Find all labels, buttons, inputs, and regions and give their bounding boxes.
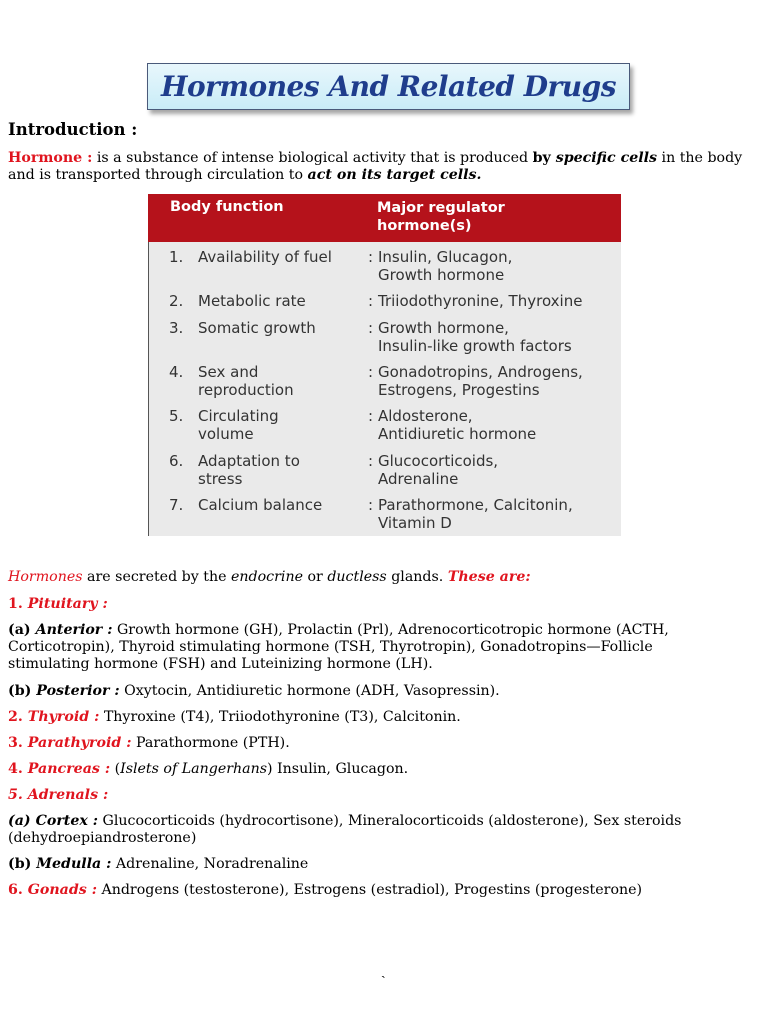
row-colon: : (368, 248, 374, 266)
definition-text-2: in the body (657, 150, 743, 166)
row-hormones (378, 292, 582, 310)
parathyroid-paragraph (8, 735, 763, 752)
ductless-word: ductless (327, 569, 387, 585)
hormone-label: Hormone : (8, 150, 93, 166)
medulla-paragraph (8, 856, 763, 873)
row-hormones (378, 363, 583, 399)
hormone-line-2: Growth hormone (378, 266, 505, 284)
anterior-prefix: (a) (8, 622, 36, 638)
endocrine-word: endocrine (231, 569, 303, 585)
function-line-1: Somatic growth (198, 319, 316, 337)
function-line-2: volume (198, 425, 254, 443)
row-number: 3. (169, 319, 184, 337)
row-function (198, 319, 316, 337)
hormone-line-1: Parathormone, Calcitonin, (378, 496, 573, 514)
hormone-line-1: Aldosterone, (378, 407, 473, 425)
header-regulator-line-1: Major regulator (377, 200, 505, 216)
row-number: 6. (169, 452, 184, 470)
adrenals-label: 5. Adrenals : (8, 787, 109, 803)
function-line-1: Availability of fuel (198, 248, 332, 266)
parathyroid-number: 3. (8, 735, 28, 751)
hormone-line-2: Insulin-like growth factors (378, 337, 572, 355)
target-cells: act on its target cells. (307, 167, 482, 183)
function-line-1: Sex and (198, 363, 259, 381)
thyroid-number: 2. (8, 709, 28, 725)
cortex-text-1: Glucocorticoids (hydrocortisone), Mineralocorticoids (aldosterone), Sex steroids (98, 813, 682, 829)
title-box (147, 63, 630, 110)
table-body (148, 242, 621, 536)
anterior-label: Anterior : (35, 622, 113, 638)
function-line-1: Circulating (198, 407, 279, 425)
row-colon: : (368, 452, 374, 470)
pituitary-heading (8, 596, 763, 613)
gonads-paragraph (8, 882, 763, 899)
parathyroid-label: Parathyroid : (27, 735, 132, 751)
gonads-text: Androgens (testosterone), Estrogens (estradiol), Progestins (progesterone) (96, 882, 643, 898)
hormone-definition (8, 150, 763, 184)
pituitary-number: 1. (8, 596, 28, 612)
hormone-line-2: Vitamin D (378, 514, 452, 532)
header-regulator-line-2: hormone(s) (377, 218, 472, 234)
hormone-line-1: Gonadotropins, Androgens, (378, 363, 583, 381)
row-function (198, 407, 279, 443)
pancreas-paragraph (8, 761, 763, 778)
row-colon: : (368, 319, 374, 337)
parathyroid-text: Parathormone (PTH). (131, 735, 290, 751)
by-word: by (532, 150, 556, 166)
posterior-prefix: (b) (8, 683, 37, 699)
row-number: 1. (169, 248, 184, 266)
islets-of-langerhans: Islets of Langerhans (120, 761, 268, 777)
these-are: These are: (447, 569, 531, 585)
page-mark: ˎ (381, 963, 386, 979)
definition-text-1: is a substance of intense biological activity that is produced (92, 150, 533, 166)
pancreas-label: Pancreas : (27, 761, 111, 777)
row-function (198, 496, 322, 514)
adrenals-heading (8, 787, 763, 804)
anterior-text-2: Corticotropin), Thyroid stimulating hormone (TSH, Thyrotropin), Gonadotropins—Follicle (8, 639, 653, 655)
hormone-line-1: Growth hormone, (378, 319, 509, 337)
table-header (148, 194, 621, 242)
definition-text-3: and is transported through circulation to (8, 167, 308, 183)
hormone-line-2: Adrenaline (378, 470, 459, 488)
row-function (198, 363, 294, 399)
thyroid-text: Thyroxine (T4), Triiodothyronine (T3), Calcitonin. (99, 709, 461, 725)
page-title: Hormones And Related Drugs (161, 70, 616, 103)
gonads-label: Gonads : (27, 882, 97, 898)
row-hormones (378, 319, 572, 355)
hormone-line-1: Triiodothyronine, Thyroxine (378, 292, 583, 310)
row-colon: : (368, 292, 374, 310)
row-number: 7. (169, 496, 184, 514)
hormone-line-2: Antidiuretic hormone (378, 425, 537, 443)
header-major-regulator (377, 199, 505, 235)
row-function (198, 248, 332, 266)
hormones-word: Hormones (8, 569, 83, 585)
posterior-text: Oxytocin, Antidiuretic hormone (ADH, Vasopressin). (119, 683, 500, 699)
row-hormones (378, 248, 512, 284)
hormone-line-1: Glucocorticoids, (378, 452, 499, 470)
or-word: or (302, 569, 328, 585)
cortex-label: Cortex : (35, 813, 99, 829)
row-colon: : (368, 496, 374, 514)
anterior-text-1: Growth hormone (GH), Prolactin (Prl), Adrenocorticotropic hormone (ACTH, (112, 622, 669, 638)
row-number: 5. (169, 407, 184, 425)
row-number: 2. (169, 292, 184, 310)
medulla-prefix: (b) (8, 856, 37, 872)
function-line-1: Calcium balance (198, 496, 323, 514)
function-line-2: stress (198, 470, 243, 488)
medulla-text: Adrenaline, Noradrenaline (111, 856, 309, 872)
anterior-text-3: stimulating hormone (FSH) and Luteinizing hormone (LH). (8, 656, 433, 672)
pancreas-paren-open: ( (110, 761, 121, 777)
medulla-label: Medulla : (36, 856, 112, 872)
hormone-line-2: Estrogens, Progestins (378, 381, 540, 399)
thyroid-paragraph (8, 709, 763, 726)
row-hormones (378, 496, 573, 532)
pituitary-label: Pituitary : (27, 596, 108, 612)
pancreas-text: ) Insulin, Glucagon. (267, 761, 409, 777)
posterior-paragraph (8, 683, 763, 700)
row-colon: : (368, 363, 374, 381)
anterior-paragraph (8, 622, 763, 673)
row-hormones (378, 452, 498, 488)
function-line-2: reproduction (198, 381, 294, 399)
row-function (198, 292, 306, 310)
row-function (198, 452, 300, 488)
function-line-1: Adaptation to (198, 452, 300, 470)
cortex-prefix: (a) (8, 813, 36, 829)
thyroid-label: Thyroid : (27, 709, 100, 725)
hormone-table-figure (148, 194, 621, 536)
function-line-1: Metabolic rate (198, 292, 306, 310)
secreted-text: are secreted by the (82, 569, 232, 585)
hormone-line-1: Insulin, Glucagon, (378, 248, 513, 266)
posterior-label: Posterior : (36, 683, 120, 699)
glands-intro (8, 569, 763, 586)
header-body-function: Body function (170, 199, 284, 215)
cortex-paragraph (8, 813, 763, 847)
specific-cells: specific cells (555, 150, 658, 166)
row-number: 4. (169, 363, 184, 381)
row-colon: : (368, 407, 374, 425)
gonads-number: 6. (8, 882, 28, 898)
row-hormones (378, 407, 536, 443)
pancreas-number: 4. (8, 761, 28, 777)
glands-text: glands. (386, 569, 448, 585)
cortex-text-2: (dehydroepiandrosterone) (8, 830, 197, 846)
intro-heading: Introduction : (8, 120, 138, 139)
